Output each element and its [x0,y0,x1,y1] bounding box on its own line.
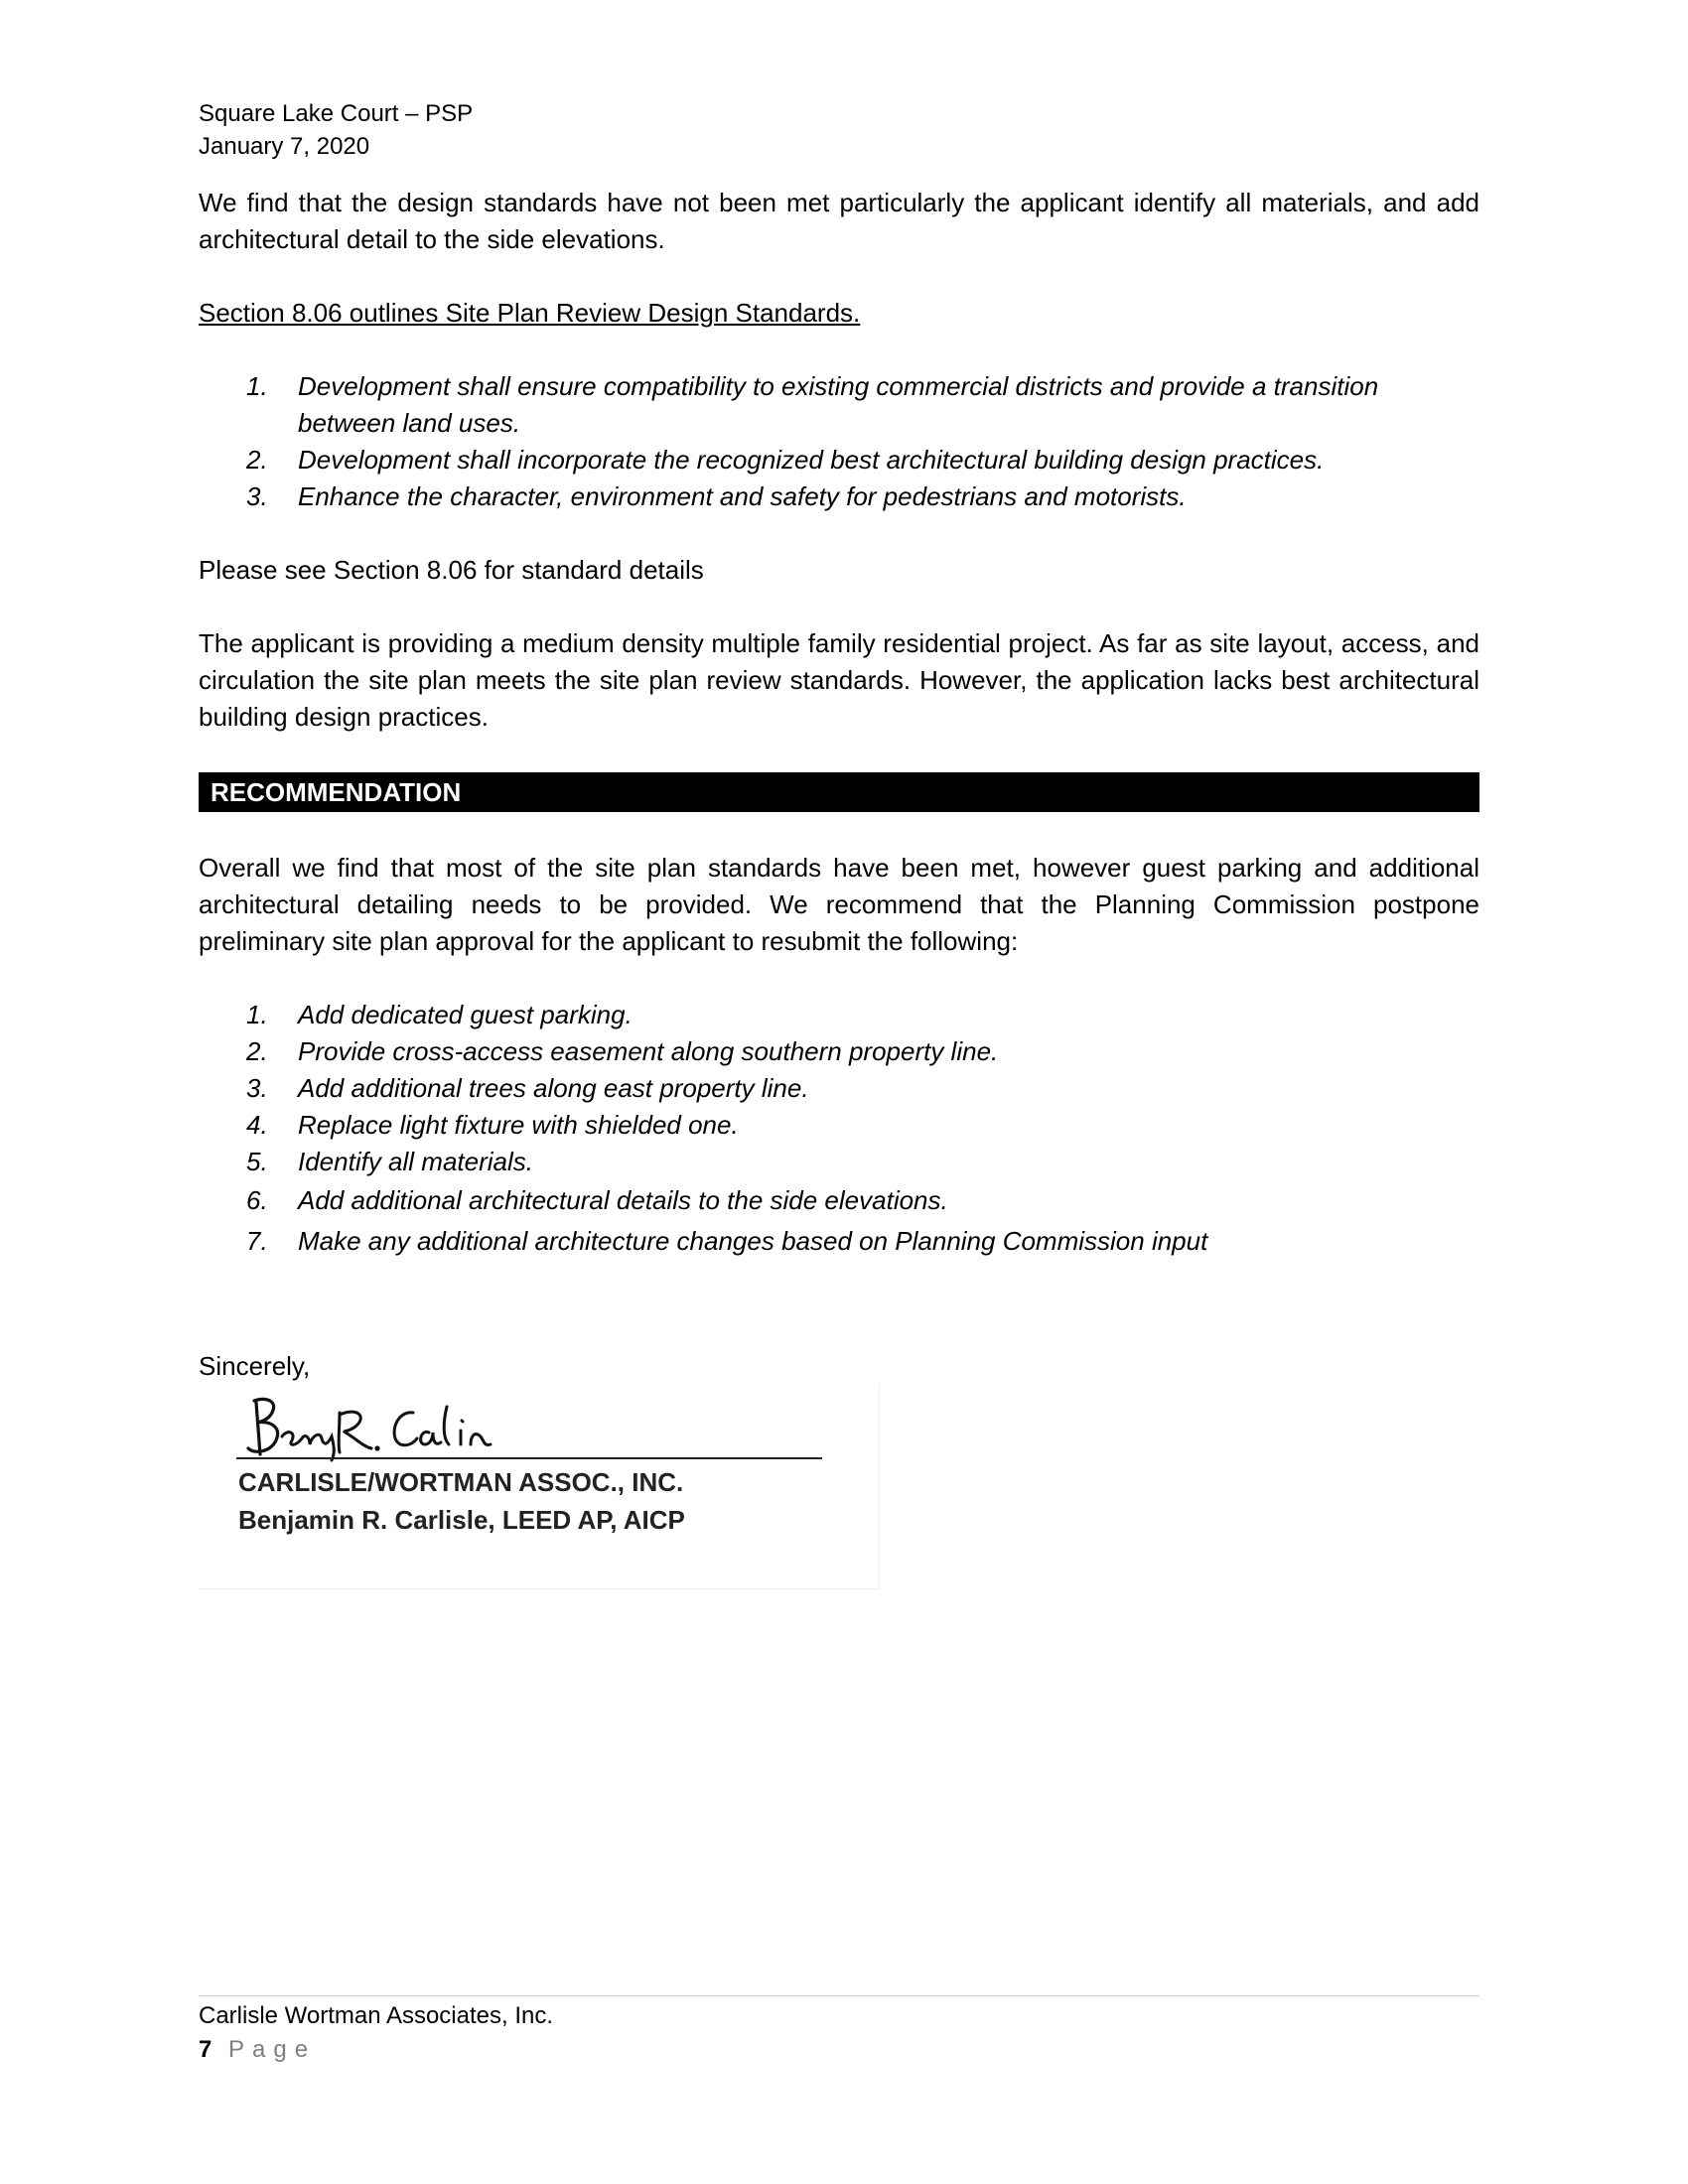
list-text: Make any additional architecture changes based on Planning Commission input [298,1226,1208,1256]
section-heading: Section 8.06 outlines Site Plan Review Design Standards. [199,298,861,328]
signer-organization: CARLISLE/WORTMAN ASSOC., INC. [238,1467,684,1497]
see-section-text: Please see Section 8.06 for standard details [199,555,704,585]
list-item [199,1180,1479,1221]
list-item [199,1221,1479,1262]
list-number: 2. [246,445,268,475]
signer-name: Benjamin R. Carlisle, LEED AP, AICP [238,1505,685,1535]
list-text: Enhance the character, environment and safety for pedestrians and motorists. [298,481,1187,511]
list-text: Identify all materials. [298,1147,533,1176]
footer-divider [199,1995,1479,1996]
signature-line [236,1457,822,1459]
list-number: 5. [246,1147,268,1176]
letter-header [199,97,1479,163]
list-text: Replace light fixture with shielded one. [298,1110,739,1140]
list-item [199,1144,1479,1180]
footer-organization: Carlisle Wortman Associates, Inc. [199,2002,554,2029]
list-item [199,1107,1479,1144]
list-item [199,442,1479,478]
signature-block [199,1385,880,1589]
list-number: 3. [246,481,268,511]
list-text: Add additional architectural details to the side elevations. [298,1185,948,1215]
document-date: January 7, 2020 [199,133,370,160]
recommendation-paragraph: Overall we find that most of the site plan standards have been met, however guest parking and additional architectural detailing needs to be provided. We recommend that the Planning Commission postpone preliminary site plan approval for the applicant to resubmit the following: [199,853,1479,956]
intro-paragraph: We find that the design standards have not been met particularly the applicant identify all materials, and add architectural detail to the side elevations. [199,188,1479,254]
list-item [199,1070,1479,1107]
page-label: Page [228,2036,317,2063]
list-number: 1. [246,1000,268,1029]
recommendation-list [199,997,1479,1262]
list-number: 3. [246,1073,268,1103]
list-item [199,368,1479,442]
list-number: 7. [246,1226,268,1256]
list-number: 1. [246,371,268,401]
list-text: Development shall incorporate the recognized best architectural building design practices. [298,445,1325,475]
recommendation-heading: RECOMMENDATION [199,772,1479,812]
list-item [199,478,1479,515]
page-number [199,2033,316,2066]
list-item [199,1033,1479,1070]
standards-list [199,368,1479,515]
list-text: Provide cross-access easement along southern property line. [298,1036,999,1066]
list-item [199,997,1479,1033]
list-number: 6. [246,1185,268,1215]
handwritten-signature [236,1393,554,1462]
list-text: Add additional trees along east property line. [298,1073,809,1103]
list-text: Development shall ensure compatibility to existing commercial districts and provide a transition between land uses. [298,371,1379,438]
list-number: 4. [246,1110,268,1140]
page-number-value: 7 [199,2036,212,2063]
list-number: 2. [246,1036,268,1066]
letter-body [199,97,1479,1262]
applicant-paragraph: The applicant is providing a medium density multiple family residential project. As far as site layout, access, and circulation the site plan meets the site plan review standards. However, the application lacks best architectural building design practices. [199,628,1479,732]
closing-salutation: Sincerely, [199,1351,311,1381]
list-text: Add dedicated guest parking. [298,1000,633,1029]
document-title: Square Lake Court – PSP [199,100,474,127]
